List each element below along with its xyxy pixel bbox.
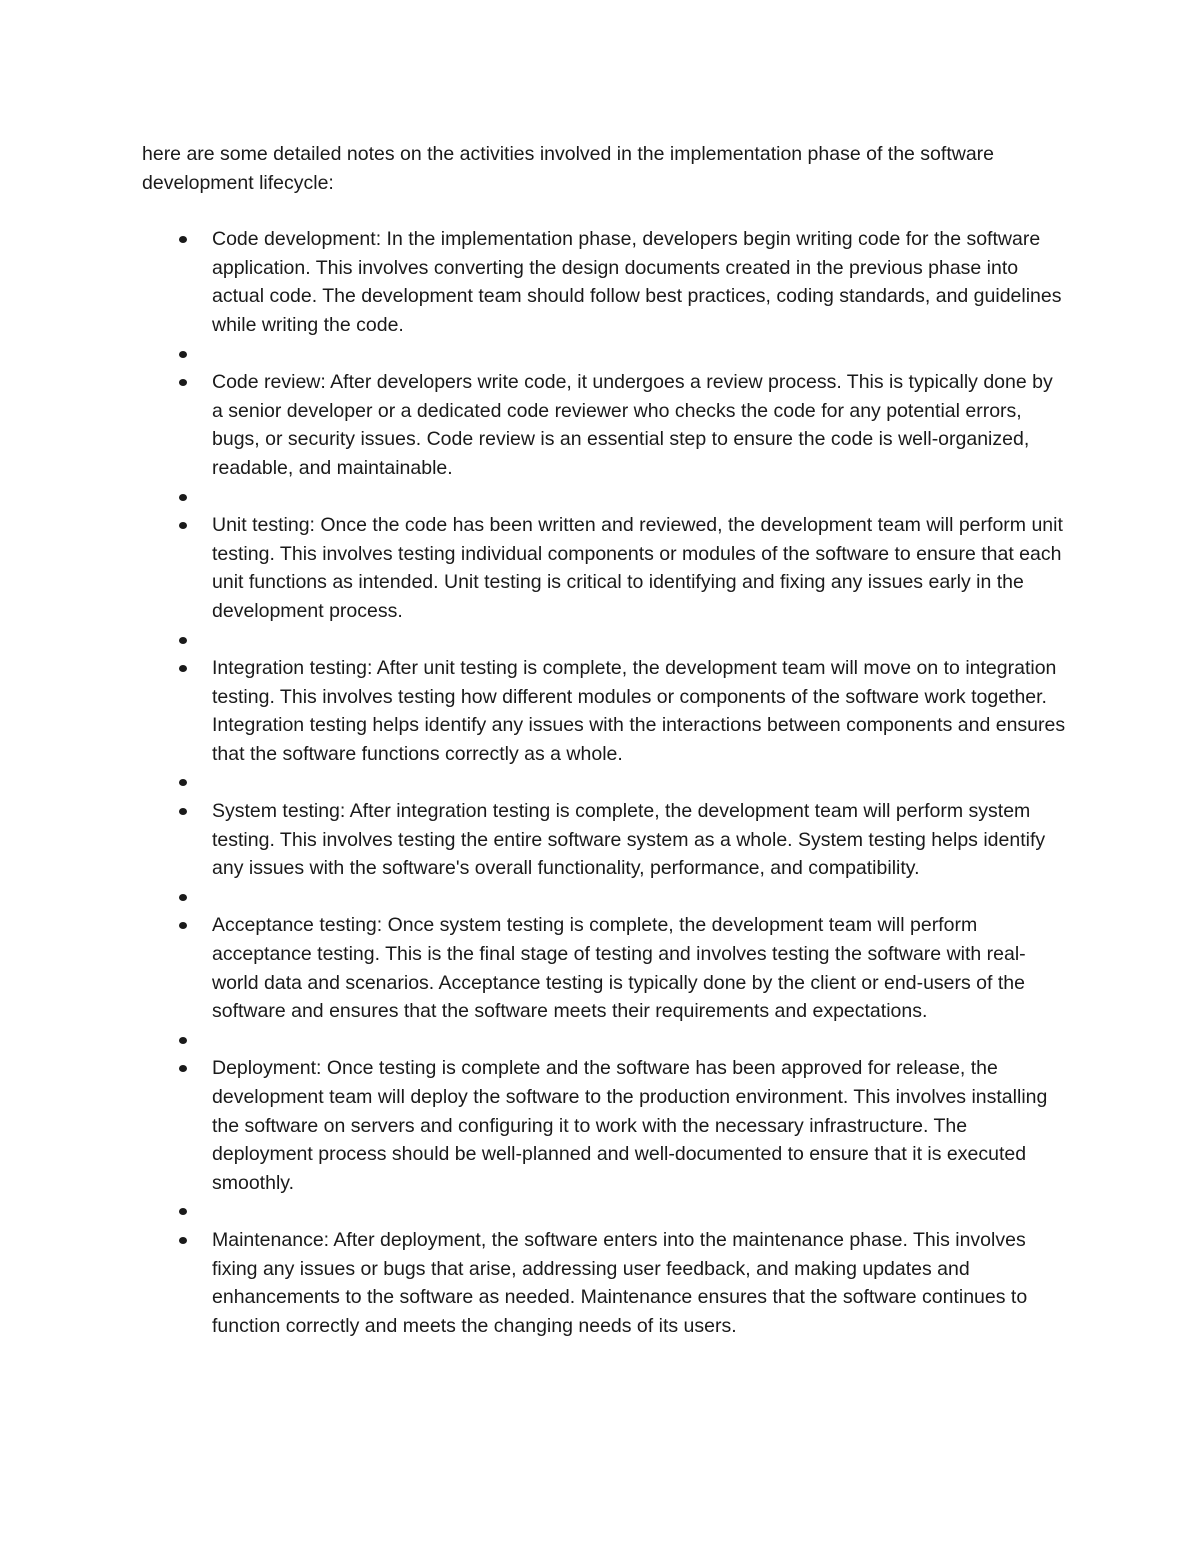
bullet-icon: [179, 808, 187, 815]
intro-paragraph: here are some detailed notes on the activities involved in the implementation phase of the software development lifecycle:: [142, 143, 995, 194]
bullet-icon: [179, 665, 187, 672]
bullet-icon: [179, 779, 187, 786]
list-item-empty: [142, 768, 1067, 797]
list-item-unit-testing: [142, 511, 1067, 625]
bullet-icon: [179, 379, 187, 386]
list-item-empty: [142, 883, 1067, 912]
bullet-icon: [179, 894, 187, 901]
bullet-list: [142, 225, 1067, 1340]
bullet-icon: [179, 1065, 187, 1072]
list-item-text: Code review: After developers write code, it undergoes a review process. This is typically done by a senior developer or a dedicated code reviewer who checks the code for any potential errors, bugs, or security issues. Code review is an essential step to ensure the code is well-organized, readable, and maintainable.: [212, 371, 1053, 479]
bullet-icon: [179, 351, 187, 358]
list-item-text: Integration testing: After unit testing is complete, the development team will move on to integration testing. This involves testing how different modules or components of the software work together. Integration testing helps identify any issues with the interactions between components and ensures that the software functions correctly as a whole.: [212, 657, 1066, 765]
list-item-text: Unit testing: Once the code has been written and reviewed, the development team will perform unit testing. This involves testing individual components or modules of the software to ensure that each unit functions as intended. Unit testing is critical to identifying and fixing any issues early in the development process.: [212, 514, 1063, 622]
document-body: [142, 140, 1067, 1340]
bullet-icon: [179, 922, 187, 929]
list-item-text: System testing: After integration testing is complete, the development team will perform system testing. This involves testing the entire software system as a whole. System testing helps identify any issues with the software's overall functionality, performance, and compatibility.: [212, 800, 1046, 880]
bullet-icon: [179, 494, 187, 501]
bullet-icon: [179, 236, 187, 243]
list-item-deployment: [142, 1054, 1067, 1197]
bullet-icon: [179, 1208, 187, 1215]
list-item-text: Code development: In the implementation phase, developers begin writing code for the software application. This involves converting the design documents created in the previous phase into actual code. The development team should follow best practices, coding standards, and guidelines while writing the code.: [212, 228, 1062, 336]
list-item-acceptance-testing: [142, 911, 1067, 1025]
list-item-text: Acceptance testing: Once system testing is complete, the development team will perform acceptance testing. This is the final stage of testing and involves testing the software with real-world data and scenarios. Acceptance testing is typically done by the client or end-users of the software and ensures that the software meets their requirements and expectations.: [212, 914, 1026, 1023]
list-item-code-development: [142, 225, 1067, 339]
list-item-empty: [142, 1197, 1067, 1226]
list-item-text: Deployment: Once testing is complete and the software has been approved for release, the development team will deploy the software to the production environment. This involves installing the software on servers and configuring it to work with the necessary infrastructure. The deployment process should be well-planned and well-documented to ensure that it is executed smoothly.: [212, 1057, 1048, 1194]
list-item-empty: [142, 626, 1067, 655]
list-item-code-review: [142, 368, 1067, 482]
list-item-empty: [142, 483, 1067, 512]
bullet-icon: [179, 522, 187, 529]
list-item-system-testing: [142, 797, 1067, 883]
list-item-maintenance: [142, 1226, 1067, 1340]
bullet-icon: [179, 1237, 187, 1244]
list-item-text: Maintenance: After deployment, the software enters into the maintenance phase. This involves fixing any issues or bugs that arise, addressing user feedback, and making updates and enhancements to the software as needed. Maintenance ensures that the software continues to function correctly and meets the changing needs of its users.: [212, 1228, 1028, 1337]
bullet-icon: [179, 1037, 187, 1044]
bullet-icon: [179, 637, 187, 644]
list-item-integration-testing: [142, 654, 1067, 768]
list-item-empty: [142, 340, 1067, 369]
list-item-empty: [142, 1026, 1067, 1055]
